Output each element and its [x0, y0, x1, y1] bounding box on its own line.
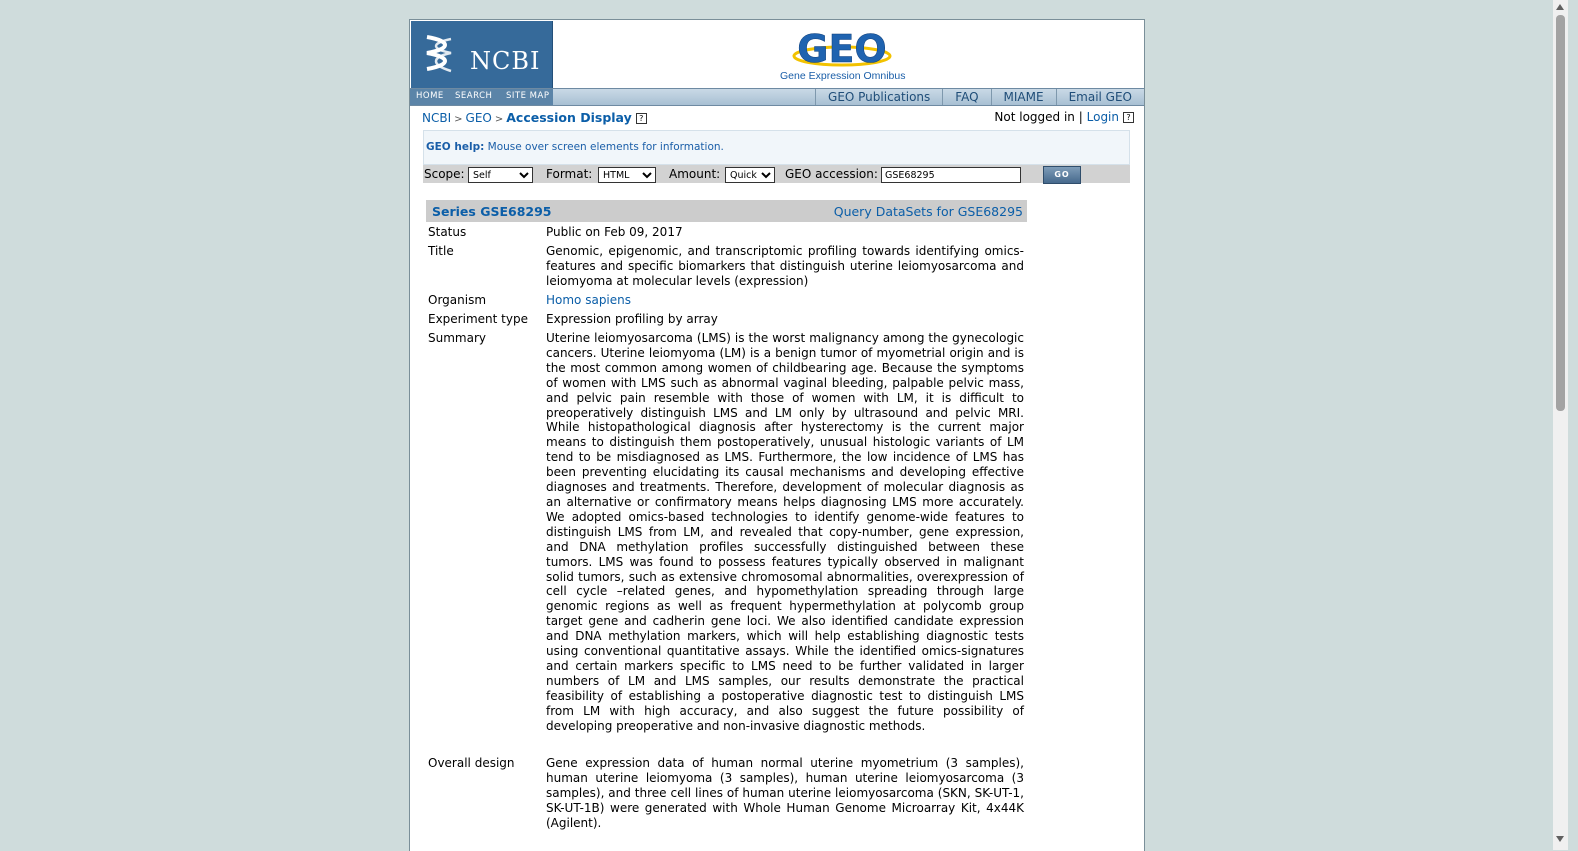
ncbi-logo[interactable]	[411, 21, 553, 88]
scope-label: Scope:	[424, 167, 465, 181]
vertical-scrollbar[interactable]	[1553, 0, 1568, 850]
breadcrumb-separator: >	[494, 114, 504, 125]
help-box	[423, 130, 1130, 165]
geo-nav	[815, 89, 1144, 105]
breadcrumb-ncbi[interactable]: NCBI	[422, 111, 452, 125]
scroll-down-icon[interactable]	[1556, 836, 1564, 842]
row-key: Organism	[428, 293, 487, 307]
scroll-up-icon[interactable]	[1556, 4, 1564, 10]
page-container	[409, 19, 1145, 851]
series-header	[426, 200, 1027, 222]
row-key: Experiment type	[428, 312, 528, 326]
row-value: Uterine leiomyosarcoma (LMS) is the worst malignancy among the gynecologic cancers. Uterine leiomyoma (LM) is a benign tumor of myometrial origin and is the most common among women of childbearing age. Because the symptoms of women with LMS such as abnormal vaginal bleeding, palpable pelvic mass, and pelvic pain resemble with those of women with LM, it is difficult to preoperatively distinguish LMS and LM only by ultrasound and pelvic MRI. While histopathological diagnosis after hysterectomy is the current major means to distinguish them postoperatively, unusual histologic variants of LM tend to be misdiagnosed as LMS. Furthermore, the low incidence of LMS has been preventing elucidating its causal mechanisms and developing effective diagnoses and treatments. Therefore, development of molecular diagnosis as an alternative or confirmatory means helps diagnosing LMS more accurately. We adopted omics-based technologies to identify genome-wide features to distinguish LMS from LM, and revealed that copy-number, gene expression, and DNA methylation profiles successfully distinguished between these tumors. LMS was found to possess features typically observed in malignant solid tumors, such as extensive chromosomal abnormalities, overexpression of cell cycle –related genes, and hypomethylation spreading through large genomic regions as well as frequent hypermethylation at polycomb group target gene and cadherin gene loci. We also identified candidate expression and DNA methylation markers, which will help establishing diagnostic tests using conventional quantitative assays. While the identified omics-signatures and certain markers specific to LMS need to be further validated in larger numbers of LM and LMS samples, our results demonstrate the practical feasibility of establishing a postoperative diagnostic test to distinguish LMS from LM with high accuracy, and also suggest the future possibility of developing preoperative and non-invasive diagnostic methods.	[546, 331, 1024, 733]
geo-logo-text: GEO	[797, 27, 887, 70]
geo-logo[interactable]	[780, 26, 906, 86]
accession-input[interactable]	[881, 167, 1021, 183]
nav-bar	[410, 88, 1144, 106]
go-button[interactable]: GO	[1043, 166, 1081, 184]
ncbi-logo-text: NCBI	[470, 47, 541, 75]
ncbi-nav	[410, 89, 553, 105]
nav-geo-publications[interactable]: GEO Publications	[815, 89, 942, 105]
nav-email-geo[interactable]: Email GEO	[1056, 89, 1144, 105]
help-text: Mouse over screen elements for information.	[487, 141, 724, 153]
scrollbar-thumb[interactable]	[1556, 15, 1565, 411]
nav-home[interactable]: HOME	[416, 91, 444, 101]
organism-link[interactable]: Homo sapiens	[546, 293, 632, 307]
amount-label: Amount:	[669, 167, 721, 181]
nav-faq[interactable]: FAQ	[942, 89, 990, 105]
row-value: Gene expression data of human normal uterine myometrium (3 samples), human uterine leiomyoma (3 samples), human uterine leiomyosarcoma (3 samples), and three cell lines of human uterine leiomyosarcoma (SKN, SK-UT-1, SK-UT-1B) were generated with Whole Human Genome Microarray Kit, 4x44K (Agilent).	[546, 756, 1024, 830]
breadcrumb-current: Accession Display	[506, 110, 632, 125]
nav-search[interactable]: SEARCH	[455, 91, 493, 101]
amount-select[interactable]	[725, 167, 775, 183]
accession-label: GEO accession:	[785, 167, 878, 181]
breadcrumb	[422, 110, 647, 125]
nav-site-map[interactable]: SITE MAP	[506, 91, 550, 101]
geo-subtitle: Gene Expression Omnibus	[780, 70, 906, 82]
login-link[interactable]: Login	[1086, 110, 1119, 124]
login-area	[994, 110, 1134, 124]
login-status: Not logged in	[994, 110, 1075, 124]
row-key: Summary	[428, 331, 486, 345]
dna-helix-icon	[421, 33, 459, 75]
row-key: Overall design	[428, 756, 515, 770]
format-label: Format:	[546, 167, 593, 181]
series-title: Series GSE68295	[432, 204, 552, 219]
row-value: Expression profiling by array	[546, 312, 718, 326]
scope-select[interactable]	[468, 167, 533, 183]
help-label: GEO help:	[426, 141, 485, 153]
geo-logo-icon	[792, 26, 892, 70]
query-datasets-link[interactable]: Query DataSets for GSE68295	[833, 204, 1023, 219]
row-key: Title	[428, 244, 454, 258]
login-separator: |	[1078, 110, 1083, 124]
breadcrumb-separator: >	[454, 114, 463, 125]
row-value: Genomic, epigenomic, and transcriptomic profiling towards identifying omics-features and specific biomarkers that distinguish uterine leiomyosarcoma and leiomyoma at molecular levels (expression)	[546, 244, 1024, 288]
nav-miame[interactable]: MIAME	[991, 89, 1056, 105]
row-value: Public on Feb 09, 2017	[546, 225, 683, 239]
row-key: Status	[428, 225, 467, 239]
breadcrumb-geo[interactable]: GEO	[465, 111, 492, 125]
login-help-icon[interactable]: ?	[1123, 112, 1134, 123]
accession-controls	[423, 165, 1130, 183]
format-select[interactable]	[598, 167, 656, 183]
help-icon[interactable]: ?	[636, 113, 647, 124]
